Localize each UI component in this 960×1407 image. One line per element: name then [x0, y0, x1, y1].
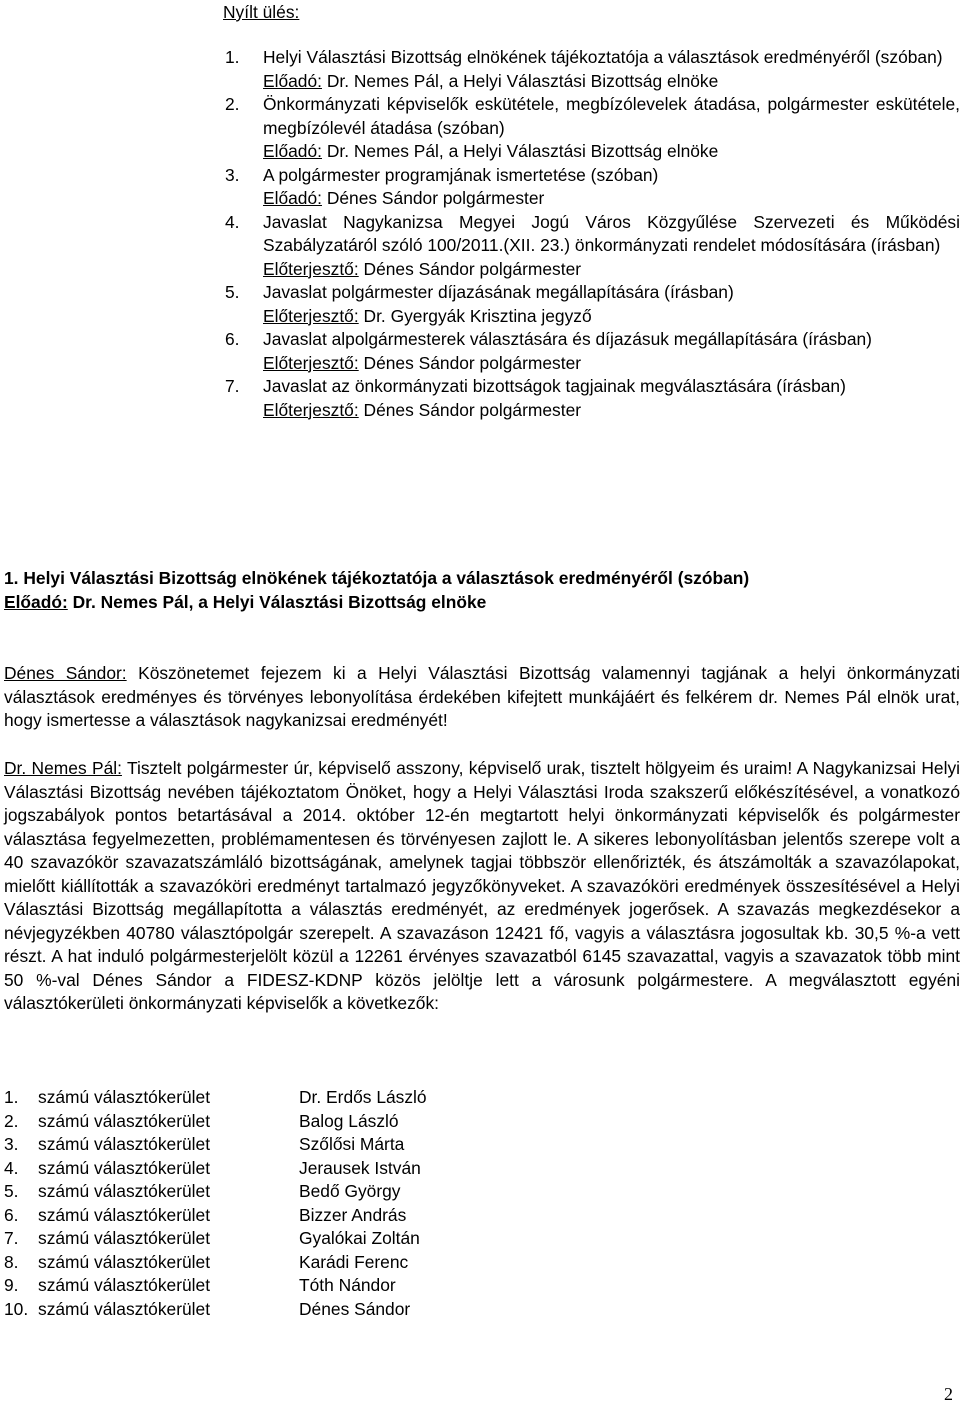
district-number: 1.: [4, 1087, 19, 1107]
agenda-item-presenter: [263, 187, 960, 211]
table-row: [4, 1204, 427, 1228]
agenda-item: [225, 328, 960, 375]
agenda-item-presenter: [263, 70, 960, 94]
agenda-item-presenter: [263, 258, 960, 282]
agenda-item-title: Önkormányzati képviselők eskütétele, megbízólevelek átadása, polgármester eskütétele, megbízólevél átadása (szóban): [263, 94, 960, 138]
district-representative: Szőlősi Márta: [299, 1134, 405, 1154]
section-heading: [4, 567, 960, 614]
agenda-item-title: A polgármester programjának ismertetése (szóban): [263, 164, 659, 185]
district-label: számú választókerület: [38, 1157, 211, 1178]
agenda-item: [225, 164, 960, 211]
section-presenter: [4, 591, 960, 615]
district-number: 10.: [4, 1298, 29, 1319]
agenda-item-presenter: [263, 399, 960, 423]
presenter-name: Dr. Gyergyák Krisztina jegyző: [358, 305, 592, 326]
district-representative: Balog László: [299, 1110, 399, 1131]
agenda-item-presenter: [263, 140, 960, 164]
district-label: számú választókerület: [38, 1181, 211, 1201]
table-row: [4, 1086, 427, 1110]
district-label: számú választókerület: [38, 1228, 211, 1248]
section-title: 1. Helyi Választási Bizottság elnökének tájékoztatója a választások eredményéről (szóban): [4, 568, 750, 588]
page-number: 2: [944, 1384, 953, 1404]
agenda-item-number: 5.: [225, 282, 240, 302]
table-row: [4, 1251, 427, 1275]
agenda-list: [225, 46, 960, 422]
table-row: [4, 1157, 427, 1181]
presenter-label: Előadó:: [263, 141, 322, 161]
district-representative: Dr. Erdős László: [299, 1087, 427, 1107]
agenda-item-title: Helyi Választási Bizottság elnökének tájékoztatója a választások eredményéről (szóban): [263, 47, 943, 67]
district-representative: Dénes Sándor: [299, 1298, 411, 1319]
district-number: 9.: [4, 1275, 19, 1295]
agenda-item-number: 4.: [225, 211, 240, 232]
district-representative: Bizzer András: [299, 1204, 407, 1225]
speech-paragraph: [4, 757, 960, 1016]
agenda-item: [225, 281, 960, 328]
district-label: számú választókerület: [38, 1251, 211, 1272]
session-heading: Nyílt ülés:: [223, 2, 300, 22]
table-row: [4, 1110, 427, 1134]
district-results-table: [4, 1086, 427, 1321]
district-number: 5.: [4, 1181, 19, 1201]
presenter-name: Dr. Nemes Pál, a Helyi Választási Bizottság elnöke: [67, 591, 487, 612]
presenter-name: Dénes Sándor polgármester: [358, 352, 582, 373]
agenda-item-title: Javaslat Nagykanizsa Megyei Jogú Város Közgyűlése Szervezeti és Működési Szabályzatáról szóló 100/2011.(XII. 23.) önkormányzati rendelet módosítására (írásban): [263, 211, 960, 255]
speech-text: Tisztelt polgármester úr, képviselő asszony, képviselő urak, tisztelt hölgyeim és uraim! A Nagykanizsai Helyi Választási Bizottság nevében tájékoztatom Önöket, hogy a Helyi Választási Iroda szakszerű előkészítésével, a vonatkozó jogszabályok pontos betartásával a 2014. október 12-én megtartott helyi önkormányzati képviselők és polgármester választása fegyelmezetten, problémamentesen és törvényesen zajlott le. A sikeres lebonyolításban jelentős szerepe volt a 40 szavazókör szavazatszámláló bizottságának, amelynek tagjai többször ellenőrizték, és átszámolták a szavazólapokat, mielőtt kiállították a szavazóköri eredményt tartalmazó jegyzőkönyveket. A szavazóköri eredmények összesítésével a Helyi Választási Bizottság megállapította a választás eredményét, az eredmények jogerősek. A szavazás megkezdésekor a névjegyzékben 40780 választópolgár szerepelt. A szavazáson 12421 fő, vagyis a választásra jogosultak kb. 30,5 %-a vett részt. A hat induló polgármesterjelölt közül a 12261 érvényes szavazatból 6145 szavazattal, vagyis a szavazatok több mint 50 %-val Dénes Sándor a FIDESZ-KDNP közös jelöltje lett a városunk polgármestere. A megválasztott egyéni választókerületi önkormányzati képviselők a következők:: [4, 758, 960, 1013]
agenda-item: [225, 375, 960, 422]
table-row: [4, 1298, 427, 1322]
presenter-name: Dénes Sándor polgármester: [358, 258, 582, 279]
agenda-item-number: 7.: [225, 376, 240, 396]
agenda-item: [225, 211, 960, 282]
district-label: számú választókerület: [38, 1110, 211, 1131]
presenter-label: Előterjesztő:: [263, 258, 359, 279]
presenter-name: Dr. Nemes Pál, a Helyi Választási Bizottság elnöke: [321, 141, 719, 161]
speaker-name: Dr. Nemes Pál:: [4, 758, 122, 778]
presenter-label: Előadó:: [4, 591, 68, 612]
table-row: [4, 1227, 427, 1251]
speaker-name: Dénes Sándor:: [4, 663, 127, 683]
district-representative: Gyalókai Zoltán: [299, 1228, 420, 1248]
presenter-label: Előterjesztő:: [263, 399, 359, 420]
agenda-item-number: 1.: [225, 47, 240, 67]
agenda-item-number: 3.: [225, 164, 240, 185]
presenter-label: Előterjesztő:: [263, 352, 359, 373]
district-number: 4.: [4, 1157, 19, 1178]
district-representative: Karádi Ferenc: [299, 1251, 409, 1272]
agenda-item-title: Javaslat alpolgármesterek választására és díjazásuk megállapítására (írásban): [263, 329, 872, 349]
table-row: [4, 1180, 427, 1204]
presenter-label: Előadó:: [263, 188, 322, 208]
agenda-item: [225, 93, 960, 164]
agenda-item-presenter: [263, 352, 960, 376]
table-row: [4, 1133, 427, 1157]
agenda-item-title: Javaslat polgármester díjazásának megállapítására (írásban): [263, 282, 734, 302]
agenda-item-presenter: [263, 305, 960, 329]
presenter-label: Előadó:: [263, 70, 322, 91]
district-representative: Tóth Nándor: [299, 1275, 396, 1295]
presenter-name: Dénes Sándor polgármester: [358, 399, 582, 420]
speech-paragraph: [4, 662, 960, 733]
agenda-item-title: Javaslat az önkormányzati bizottságok tagjainak megválasztására (írásban): [263, 376, 846, 396]
presenter-label: Előterjesztő:: [263, 305, 359, 326]
district-label: számú választókerület: [38, 1298, 211, 1319]
district-representative: Bedő György: [299, 1181, 401, 1201]
agenda-item-number: 6.: [225, 329, 240, 349]
district-label: számú választókerület: [38, 1204, 211, 1225]
speech-text: Köszönetemet fejezem ki a Helyi Választási Bizottság valamennyi tagjának a helyi önkormányzati választások eredményes és törvényes lebonyolítása érdekében kifejtett munkájáért és felkérem dr. Nemes Pál elnök urat, hogy ismertesse a választások nagykanizsai eredményét!: [4, 663, 960, 730]
district-representative: Jerausek István: [299, 1157, 421, 1178]
district-label: számú választókerület: [38, 1087, 211, 1107]
district-number: 7.: [4, 1228, 19, 1248]
district-number: 3.: [4, 1134, 19, 1154]
district-number: 2.: [4, 1110, 19, 1131]
district-number: 6.: [4, 1204, 19, 1225]
district-label: számú választókerület: [38, 1275, 211, 1295]
district-label: számú választókerület: [38, 1134, 211, 1154]
agenda-item: [225, 46, 960, 93]
presenter-name: Dénes Sándor polgármester: [321, 188, 545, 208]
district-number: 8.: [4, 1251, 19, 1272]
agenda-item-number: 2.: [225, 94, 240, 114]
presenter-name: Dr. Nemes Pál, a Helyi Választási Bizottság elnöke: [321, 70, 719, 91]
table-row: [4, 1274, 427, 1298]
